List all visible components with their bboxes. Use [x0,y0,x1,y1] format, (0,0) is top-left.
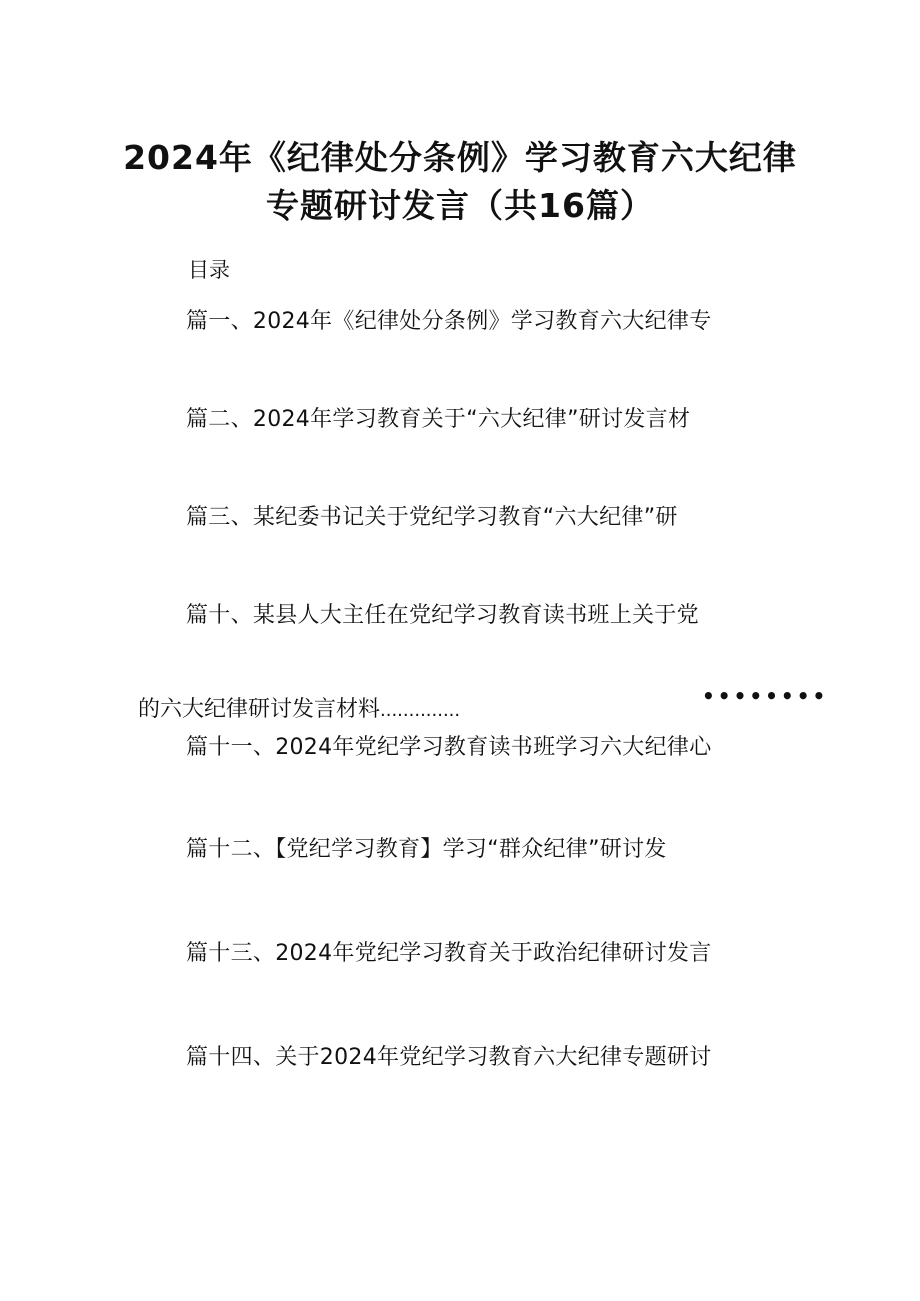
toc-entry-11: 篇十一、2024年党纪学习教育读书班学习六大纪律心 [186,735,712,760]
toc-entry-2: 篇二、2024年学习教育关于“六大纪律”研讨发言材 [186,407,691,432]
document-title-line-2: 专题研讨发言（共16篇） [266,186,654,225]
continuation-leader-dots: .............. [380,700,461,721]
toc-entry-3: 篇三、某纪委书记关于党纪学习教育“六大纪律”研 [186,505,678,530]
toc-entry-10-continuation [138,692,460,723]
leader-dots-right: •••••••• [702,684,829,708]
continuation-text: 的六大纪律研讨发言材料 [138,697,381,722]
toc-entry-10: 篇十、某县人大主任在党纪学习教育读书班上关于党 [186,603,699,628]
toc-entry-14: 篇十四、关于2024年党纪学习教育六大纪律专题研讨 [186,1045,712,1070]
toc-entry-1: 篇一、2024年《纪律处分条例》学习教育六大纪律专 [186,309,712,334]
toc-heading: 目录 [188,258,230,282]
toc-entry-12: 篇十二、【党纪学习教育】学习“群众纪律”研讨发 [186,837,667,862]
toc-entry-13: 篇十三、2024年党纪学习教育关于政治纪律研讨发言 [186,941,712,966]
document-title-line-1: 2024年《纪律处分条例》学习教育六大纪律 [123,138,797,177]
